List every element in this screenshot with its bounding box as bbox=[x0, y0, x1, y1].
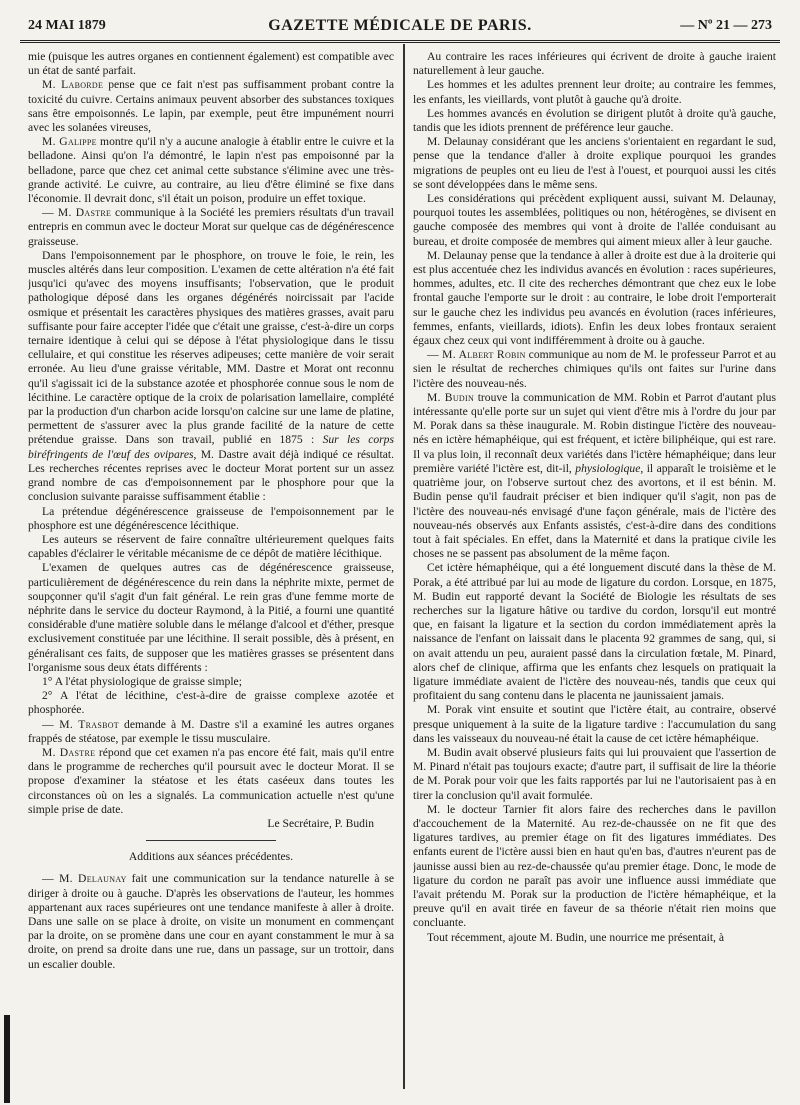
paragraph: M. Porak vint ensuite et soutint que l'ictère était, au contraire, observé presque uniquement à la suite de la ligature tardive : l'accumulation du sang dans les vaisseaux du nouveau-né était la cause de cet ictère hémaphéique. bbox=[413, 703, 776, 745]
paragraph bbox=[28, 718, 394, 746]
masthead-title: GAZETTE MÉDICALE DE PARIS. bbox=[268, 17, 532, 34]
paragraph-text: demande à M. Dastre s'il a examiné les autres organes frappés de stéatose, par exemple le tissu musculaire. bbox=[28, 717, 394, 745]
paragraph: Les considérations qui précèdent expliquent aussi, suivant M. Delaunay, pourquoi toutes les assemblées, politiques ou non, hétérogènes, se divisent en gauche composée des membres qui vont à droite de l'allée conduisant au bureau, et droite composée de membres qui aiment mieux aller à leur gauche. bbox=[413, 192, 776, 248]
paragraph bbox=[28, 206, 394, 249]
issue-date: 24 MAI 1879 bbox=[28, 18, 106, 33]
speaker-name: — M. Delaunay bbox=[42, 872, 127, 886]
speaker-name: — M. Albert Robin bbox=[427, 348, 526, 362]
paragraph-text: fait une communication sur la tendance naturelle à se diriger à droite ou à gauche. D'après les observations de l'auteur, les hommes appartenant aux races supérieures ont une tendance manifeste à aller à droite. Dans une salle on se place à droite, on visite un monument en commençant par la droite, on se promène dans une cour en ayant constamment le mur à sa droite, on prend sa droite dans une rue, dans un passage, sur un trottoir, dans un escalier double. bbox=[28, 872, 394, 971]
paragraph-text: , M. Dastre avait déjà indiqué ce résultat. Les recherches récentes reprises avec le docteur Morat portent sur un assez grand nombre de cas d'empoisonnement par le phosphore pour que la conclusion suivante paraisse suffisamment établie : bbox=[28, 447, 394, 504]
page-header bbox=[28, 14, 772, 38]
paragraph-text: montre qu'il n'y a aucune analogie à établir entre le cuivre et la belladone. Ainsi qu'on l'a démontré, le lapin n'est pas empoisonné par la belladone, parce que chez cet animal cette substance s'élimine avec une très-grande activité. Le cuivre, au contraire, au lieu d'être éliminé se fixe dans l'économie. Il devrait donc, s'il était un poison, produire un effet toxique. bbox=[28, 135, 394, 206]
speaker-name: — M. Trasbot bbox=[42, 717, 119, 731]
paragraph bbox=[28, 249, 394, 505]
paragraph: L'examen de quelques autres cas de dégénérescence graisseuse, particulièrement de dégénérescence du rein dans la néphrite mixte, permet de soupçonner qu'il s'agit d'un fait général. Le rein gras d'une femme morte de néphrite dans le service du docteur Raymond, à la Pitié, a fourni une quantité considérable d'une matière soluble dans le mélange d'alcool et d'éther, presque exclusivement constituée par une lécithine. Il serait possible, dès à présent, en généralisant ces faits, de supposer que les matières grasses se présentent dans l'organisme sous deux états différents : bbox=[28, 561, 394, 674]
paragraph: Cet ictère hémaphéique, qui a été longuement discuté dans la thèse de M. Porak, a été attribué par lui au mode de ligature du cordon. Lorsque, en 1875, M. Budin eut rapporté devant la Société de Biologie les résultats de ses recherches sur la ligature hâtive ou tardive du cordon, lorsqu'il eut montré que, en faisant la ligature et la section du cordon immédiatement après la naissance de l'enfant on laissait dans le placenta 92 grammes de sang, qui, si on avait attendu un peu, auraient passé dans la circulation fœtale, M. Pinard, alors chef de clinique, affirma que les enfants chez lesquels on pratiquait la ligature immédiate avaient de l'ictère des nouveau-nés, tandis que ceux qui profitaient du sang contenu dans le placenta ne jaunissaient jamais. bbox=[413, 561, 776, 703]
paragraph-text: communique à la Société les premiers résultats d'un travail entrepris en commun avec le docteur Morat sur quelque cas de dégénérescence graisseuse. bbox=[28, 206, 394, 248]
paragraph: M. Delaunay considérant que les anciens s'orientaient en regardant le sud, pense que la tendance d'aller à droite explique pourquoi les grandes migrations de peuples ont eu lieu de l'est à l'ouest, et pourquoi aussi les cités se sont développées dans le même sens. bbox=[413, 135, 776, 191]
paragraph bbox=[28, 872, 394, 971]
page-number: — Nº 21 — 273 bbox=[680, 18, 772, 33]
speaker-name: M. Laborde bbox=[42, 78, 104, 92]
section-rule bbox=[146, 840, 276, 841]
paragraph: La prétendue dégénérescence graisseuse de l'empoisonnement par le phosphore est une dégénérescence lécithique. bbox=[28, 504, 394, 532]
paragraph: mie (puisque les autres organes en contiennent également) est compatible avec un état de santé parfait. bbox=[28, 50, 394, 78]
speaker-name: M. Budin bbox=[427, 390, 475, 404]
italic-term: physiologique bbox=[575, 461, 641, 475]
paragraph bbox=[28, 746, 394, 817]
speaker-name: M. Dastre bbox=[42, 745, 96, 759]
paragraph: 2° A l'état de lécithine, c'est-à-dire de graisse complexe azotée et phosphorée. bbox=[28, 689, 394, 717]
paragraph: Au contraire les races inférieures qui écrivent de droite à gauche iraient naturellement à leur gauche. bbox=[413, 50, 776, 78]
header-rule bbox=[20, 40, 780, 43]
paragraph: Tout récemment, ajoute M. Budin, une nourrice me présentait, à bbox=[427, 930, 724, 944]
paragraph bbox=[28, 135, 394, 206]
speaker-name: — M. Dastre bbox=[42, 206, 112, 220]
section-title: Additions aux séances précédentes. bbox=[128, 850, 294, 864]
left-column bbox=[28, 50, 394, 1095]
italic-title: Sur les corps biréfringents de l'œuf des ovipares bbox=[28, 433, 394, 461]
paragraph: M. le docteur Tarnier fit alors faire des recherches dans le pavillon d'accouchement de la Maternité. Au rez-de-chaussée on ne fit que des ligatures tardives, au premier étage on fit des ligatures immédiates. Des enfants eurent de l'ictère aussi bien en haut qu'en bas, d'autres n'eurent pas de jaunisse aussi bien au rez-de-chaussée qu'au premier étage. Donc, le mode de ligature du cordon ne paraît pas avoir une influence aussi immédiate que l'avait prétendu M. Porak sur la production de l'ictère hémaphéique, et la preuve qu'il en avait tirée en faveur de sa théorie n'était rien moins que concluante. bbox=[413, 802, 776, 930]
paragraph-text: communique au nom de M. le professeur Parrot et au sien le résultat de recherches chimiques qu'ils ont faites sur l'urine dans l'ictère des nouveau-nés. bbox=[413, 348, 776, 390]
paragraph-text: trouve la communication de MM. Robin et Parrot d'autant plus intéressante qu'elle porte sur un sujet qui vient d'être mis à l'ordre du jour par M. Porak dans sa thèse inaugurale. M. Robin distingue l'ictère des nouveau-nés en ictère hémaphéique, qui est fréquent, et ictère biliphéique, qui est rare. Il va plus loin, il reconnaît deux variétés dans l'ictère hémaphéique; dans leur première variété l'ictère est, dit-il, bbox=[413, 390, 776, 475]
paragraph bbox=[28, 78, 394, 135]
paragraph: M. Budin avait observé plusieurs faits qui lui prouvaient que l'assertion de M. Pinard n'était pas toujours exacte; d'autre part, il suffisait de lire la théorie de M. Porak pour voir que les faits rapportés par lui ne l'autorisaient pas à en tirer la conclusion qu'il avait formulée. bbox=[413, 745, 776, 802]
paragraph: Les hommes avancés en évolution se dirigent plutôt à droite qu'à gauche, tandis que les idiots prennent de préférence leur gauche. bbox=[413, 106, 776, 135]
column-divider bbox=[403, 44, 405, 1089]
paragraph: Les auteurs se réservent de faire connaître ultérieurement quelques faits capables d'éclairer le véritable mécanisme de ce dépôt de matière lécithique. bbox=[28, 532, 394, 561]
paragraph bbox=[413, 348, 776, 391]
speaker-name: M. Galippe bbox=[42, 135, 97, 149]
paragraph: Les hommes et les adultes prennent leur droite; au contraire les femmes, les enfants, les vieillards, vont plutôt à gauche qu'à droite. bbox=[413, 78, 776, 106]
paragraph-text: , il apparaît le troisième et le quatrième jour, on l'observe surtout chez des avortons, et il est bénin. M. Budin pense qu'il faudrait préciser et bien indiquer qu'il s'agit, non pas de l'ictère des nouveau-nés envisagé d'une façon générale, mais de l'ictère des nouveau-nés observés aux Enfants assistés, c'est-à-dire dans des conditions tout à fait spéciales. En effet, dans la Maternité et dans la pratique civile les choses ne se passent pas absolument de la même façon. bbox=[413, 461, 776, 561]
margin-mark bbox=[4, 1015, 10, 1103]
paragraph-text: Dans l'empoisonnement par le phosphore, on trouve le foie, le rein, les muscles altérés dans leur composition. L'examen de cette altération n'a été fait jusqu'ici qu'avec des moyens insuffisants; l'observation, que le produit pathologique déposé dans les organes dégénérés noircissait par l'acide osmique et présentait les caractères physiques des matières grasses, avait paru suffisante pour faire accepter l'idée que c'était une graisse, c'est-à-dire un corps ternaire identique à celui qui se dépose à l'état physiologique dans le tissu cellulaire, et qui constitue les réserves adipeuses; cette manière de voir serait erronée. Au lieu d'une graisse véritable, MM. Dastre et Morat ont reconnu qu'il s'agissait ici de la substance azotée et phosphorée connue sous le nom de lécithine. Le caractère optique de la croix de polarisation lamellaire, complété par la production d'un charbon acide lorsqu'on calcine sur une lame de platine, permettent de s'assurer avec la plus grande facilité de la nature de cette prétendue graisse. Dans son travail, publié en 1875 : bbox=[28, 248, 394, 447]
right-column bbox=[413, 50, 776, 1095]
paragraph-text: répond que cet examen n'a pas encore été fait, mais qu'il entre dans le programme de recherches qu'il poursuit avec le docteur Morat. Il se propose d'examiner la stéatose et les états caséeux dans toutes les circonstances où on les a signalés. La communication actuelle n'est qu'une simple prise de date. bbox=[28, 745, 394, 816]
paragraph-text: pense que ce fait n'est pas suffisamment probant contre la toxicité du cuivre. Certains animaux peuvent absorber des substances toxiques sans être empoisonnés. Le lapin, par exemple, peut être impunément nourri avec les solanées vireuses, bbox=[28, 78, 394, 135]
paragraph: M. Delaunay pense que la tendance à aller à droite est due à la droiterie qui est plus accentuée chez les individus avancés en évolution : races supérieures, hommes, adultes, etc. Il cite des recherches démontrant que chez eux le lobe frontal gauche l'emporte sur le droit : au contraire, le lobe droit l'emporterait sur le gauche chez les individus peu avancés en évolution (races inférieures, femmes, enfants, vieillards, idiots). Enfin les deux lobes frontaux seraient égaux chez ceux qui vont indifféremment à droite ou à gauche. bbox=[413, 248, 776, 348]
paragraph: 1° A l'état physiologique de graisse simple; bbox=[42, 674, 242, 688]
paragraph bbox=[413, 391, 776, 561]
signature: Le Secrétaire, P. Budin bbox=[267, 816, 374, 830]
